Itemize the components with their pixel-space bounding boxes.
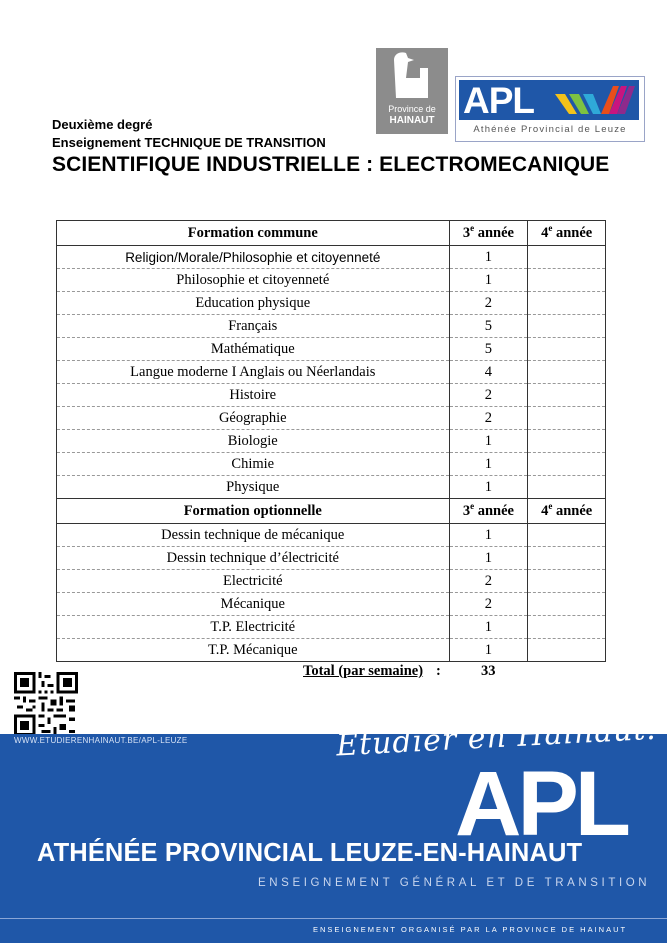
table-row [57, 430, 606, 453]
year4-hours [528, 476, 606, 499]
year4-hours [528, 593, 606, 616]
table-row [57, 361, 606, 384]
total-value: 33 [481, 663, 496, 679]
optional-header: Formation optionnelle [57, 499, 450, 524]
subject-cell: Mathématique [57, 338, 450, 361]
apl-logo-band [459, 80, 639, 120]
subject-cell: Français [57, 315, 450, 338]
subject-cell: Dessin technique de mécanique [57, 524, 450, 547]
table-row [57, 639, 606, 662]
footer-url-link[interactable]: WWW.ETUDIERENHAINAUT.BE/APL-LEUZE [14, 736, 188, 745]
year4-hours [528, 407, 606, 430]
year4-hours [528, 570, 606, 593]
year3-hours: 2 [449, 570, 528, 593]
year4-header: 4e année [528, 221, 606, 246]
subject-cell: T.P. Electricité [57, 616, 450, 639]
subject-cell: Electricité [57, 570, 450, 593]
table-row [57, 246, 606, 269]
table-row [57, 384, 606, 407]
subject-cell: Mécanique [57, 593, 450, 616]
province-hainaut-logo [376, 48, 448, 134]
footer-school-name: ATHÉNÉE PROVINCIAL LEUZE-EN-HAINAUT [37, 839, 583, 867]
footer-subtitle: ENSEIGNEMENT GÉNÉRAL ET DE TRANSITION [258, 877, 651, 889]
table-row [57, 292, 606, 315]
year3-hours: 2 [449, 384, 528, 407]
subject-cell: Religion/Morale/Philosophie et citoyenneté [57, 246, 450, 269]
footer-slogan: Etudier en Hainaut! [335, 711, 661, 764]
optional-header-row [57, 499, 606, 524]
page-title: SCIENTIFIQUE INDUSTRIELLE : ELECTROMECANIQUE [52, 153, 610, 176]
year4-hours [528, 292, 606, 315]
year4-hours [528, 430, 606, 453]
subject-cell: Philosophie et citoyenneté [57, 269, 450, 292]
year3-hours: 5 [449, 315, 528, 338]
year3-hours: 1 [449, 453, 528, 476]
province-emblem-icon [376, 48, 448, 104]
year3-hours: 1 [449, 547, 528, 570]
year3-hours: 1 [449, 639, 528, 662]
subject-cell: T.P. Mécanique [57, 639, 450, 662]
table-row [57, 315, 606, 338]
year4-hours [528, 361, 606, 384]
year4-hours [528, 338, 606, 361]
table-row [57, 407, 606, 430]
year4-header: 4e année [528, 499, 606, 524]
year4-hours [528, 547, 606, 570]
apl-logo-subtitle: Athénée Provincial de Leuze [473, 124, 627, 135]
table-row [57, 570, 606, 593]
year3-hours: 2 [449, 407, 528, 430]
course-table [56, 220, 606, 662]
subject-cell: Biologie [57, 430, 450, 453]
table-row [57, 453, 606, 476]
year3-header: 3e année [449, 499, 528, 524]
footer-divider [0, 918, 667, 919]
year3-hours: 2 [449, 292, 528, 315]
year4-hours [528, 524, 606, 547]
year4-hours [528, 246, 606, 269]
year4-hours [528, 639, 606, 662]
common-header-row [57, 221, 606, 246]
year3-hours: 5 [449, 338, 528, 361]
year3-hours: 4 [449, 361, 528, 384]
subject-cell: Chimie [57, 453, 450, 476]
footer-apl-logo: APL [455, 753, 627, 855]
qr-code-icon[interactable] [14, 672, 78, 736]
table-row [57, 476, 606, 499]
year4-hours [528, 384, 606, 407]
subject-cell: Dessin technique d’électricité [57, 547, 450, 570]
year4-hours [528, 616, 606, 639]
year3-hours: 1 [449, 246, 528, 269]
year4-hours [528, 269, 606, 292]
table-row [57, 547, 606, 570]
teaching-type-heading: Enseignement TECHNIQUE DE TRANSITION [52, 135, 326, 150]
apl-logo-text: APL [463, 80, 534, 121]
apl-stripes-icon [555, 84, 637, 118]
year3-hours: 1 [449, 524, 528, 547]
province-logo-line2: HAINAUT [389, 115, 435, 126]
subject-cell: Education physique [57, 292, 450, 315]
table-row [57, 616, 606, 639]
year3-hours: 1 [449, 616, 528, 639]
footer-organizer: ENSEIGNEMENT ORGANISÉ PAR LA PROVINCE DE HAINAUT [313, 925, 628, 934]
table-row [57, 338, 606, 361]
province-logo-line1: Province de [388, 104, 436, 114]
subject-cell: Histoire [57, 384, 450, 407]
common-header: Formation commune [57, 221, 450, 246]
subject-cell: Géographie [57, 407, 450, 430]
apl-logo [455, 76, 645, 142]
year3-hours: 1 [449, 430, 528, 453]
table-row [57, 593, 606, 616]
table-row [57, 269, 606, 292]
degree-heading: Deuxième degré [52, 117, 153, 132]
year3-hours: 1 [449, 476, 528, 499]
year3-header: 3e année [449, 221, 528, 246]
year3-hours: 2 [449, 593, 528, 616]
subject-cell: Langue moderne I Anglais ou Néerlandais [57, 361, 450, 384]
subject-cell: Physique [57, 476, 450, 499]
total-label: Total (par semaine) [303, 663, 424, 679]
total-colon: : [436, 663, 441, 679]
table-row [57, 524, 606, 547]
year4-hours [528, 315, 606, 338]
year4-hours [528, 453, 606, 476]
year3-hours: 1 [449, 269, 528, 292]
